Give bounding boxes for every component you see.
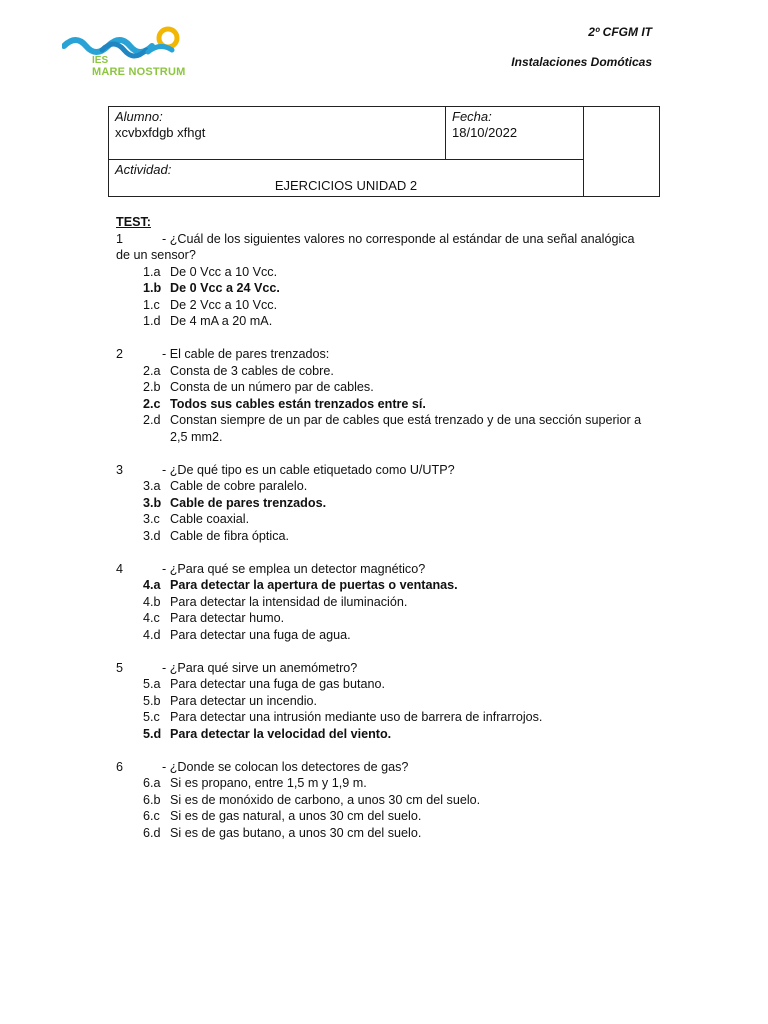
answer-option xyxy=(116,528,656,545)
option-id: 3.c xyxy=(143,512,160,526)
option-id: 3.d xyxy=(143,528,161,543)
answer-option xyxy=(116,313,656,330)
question-4 xyxy=(116,561,656,644)
question-text: - ¿De qué tipo es un cable etiquetado como U/UTP? xyxy=(162,462,455,477)
actividad-cell xyxy=(109,160,584,197)
option-id: 4.d xyxy=(143,627,161,642)
option-text: Constan siempre de un par de cables que está trenzado y de una sección superior a xyxy=(170,413,642,427)
course-label: 2º CFGM IT xyxy=(588,25,652,39)
question-number: 2 xyxy=(116,347,124,361)
option-text: De 4 mA a 20 mA. xyxy=(170,314,273,328)
question-3 xyxy=(116,462,656,545)
answer-option xyxy=(116,478,656,495)
answer-option xyxy=(116,264,656,281)
option-text: Cable de pares trenzados. xyxy=(170,495,327,510)
option-id: 3.b xyxy=(143,495,162,510)
test-title: TEST: xyxy=(116,215,151,229)
option-id: 1.c xyxy=(143,297,160,312)
answer-option xyxy=(116,363,656,380)
option-text: Si es propano, entre 1,5 m y 1,9 m. xyxy=(170,776,367,790)
option-id: 6.a xyxy=(143,776,161,790)
option-text: De 0 Vcc a 10 Vcc. xyxy=(170,264,278,279)
subject-label: Instalaciones Domóticas xyxy=(511,55,652,69)
question-text: - El cable de pares trenzados: xyxy=(162,347,330,361)
question-text: - ¿Para qué sirve un anemómetro? xyxy=(162,660,358,675)
question-line xyxy=(116,759,656,776)
option-id: 5.c xyxy=(143,710,160,724)
question-line xyxy=(116,561,656,578)
fecha-value: 18/10/2022 xyxy=(452,125,518,140)
answer-option xyxy=(116,792,656,809)
answer-option xyxy=(116,627,656,644)
student-info-table xyxy=(108,106,660,197)
answer-option xyxy=(116,594,656,611)
option-id: 6.b xyxy=(143,792,161,807)
option-text: Consta de 3 cables de cobre. xyxy=(170,363,334,378)
spacer xyxy=(116,643,656,660)
option-text: Consta de un número par de cables. xyxy=(170,380,374,394)
option-id: 5.a xyxy=(143,677,161,691)
answer-option xyxy=(116,396,656,413)
answer-option xyxy=(116,775,656,792)
option-text-continued: 2,5 mm2. xyxy=(170,429,223,444)
option-text: Todos sus cables están trenzados entre sí. xyxy=(170,396,426,411)
question-2 xyxy=(116,346,656,445)
option-text: Para detectar una fuga de agua. xyxy=(170,627,351,642)
answer-option xyxy=(116,280,656,297)
question-number: 5 xyxy=(116,660,124,675)
option-id: 1.d xyxy=(143,314,161,328)
question-1 xyxy=(116,231,656,330)
option-id: 2.a xyxy=(143,363,161,378)
option-text: Si es de gas natural, a unos 30 cm del suelo. xyxy=(170,809,422,823)
answer-option xyxy=(116,709,656,726)
answer-option xyxy=(116,412,656,445)
option-text: De 0 Vcc a 24 Vcc. xyxy=(170,281,280,295)
answer-option xyxy=(116,676,656,693)
option-text: Para detectar la intensidad de iluminación. xyxy=(170,594,408,609)
spacer xyxy=(116,445,656,462)
question-number: 1 xyxy=(116,231,124,246)
answer-option xyxy=(116,808,656,825)
option-text: Para detectar una intrusión mediante uso de barrera de infrarrojos. xyxy=(170,710,543,724)
option-text: Para detectar un incendio. xyxy=(170,693,318,708)
option-id: 4.b xyxy=(143,594,161,609)
logo-ies-text: IES xyxy=(92,55,109,66)
answer-option xyxy=(116,297,656,314)
question-line xyxy=(116,346,656,363)
answer-option xyxy=(116,726,656,743)
actividad-value: EJERCICIOS UNIDAD 2 xyxy=(274,178,418,193)
option-text: Si es de monóxido de carbono, a unos 30 cm del suelo. xyxy=(170,792,481,807)
question-text-continued: de un sensor? xyxy=(116,248,196,262)
option-text: Cable coaxial. xyxy=(170,512,250,526)
answer-option xyxy=(116,379,656,396)
option-text: Para detectar la apertura de puertas o ventanas. xyxy=(170,578,458,592)
option-id: 4.a xyxy=(143,578,161,592)
logo-text: MARE NOSTRUM xyxy=(92,66,186,78)
option-id: 2.d xyxy=(143,413,161,427)
answer-option xyxy=(116,825,656,842)
grade-cell xyxy=(584,107,660,197)
question-line xyxy=(116,462,656,479)
option-id: 6.c xyxy=(143,809,160,823)
option-id: 3.a xyxy=(143,479,161,493)
option-id: 5.b xyxy=(143,693,161,708)
question-number: 3 xyxy=(116,462,124,477)
option-text: Para detectar humo. xyxy=(170,611,285,625)
question-text: - ¿Para qué se emplea un detector magnético? xyxy=(162,561,426,576)
answer-option xyxy=(116,610,656,627)
question-line xyxy=(116,660,656,677)
answer-option xyxy=(116,511,656,528)
answer-option xyxy=(116,577,656,594)
option-id: 2.b xyxy=(143,380,161,394)
question-5 xyxy=(116,660,656,743)
answer-option xyxy=(116,693,656,710)
question-list xyxy=(116,231,656,842)
spacer xyxy=(116,330,656,347)
question-text: - ¿Donde se colocan los detectores de gas? xyxy=(162,759,409,774)
answer-option xyxy=(116,495,656,512)
option-text: Si es de gas butano, a unos 30 cm del suelo. xyxy=(170,825,422,840)
question-6 xyxy=(116,759,656,842)
fecha-label: Fecha: xyxy=(452,109,492,124)
question-number: 6 xyxy=(116,759,124,774)
option-text: Para detectar la velocidad del viento. xyxy=(170,726,392,741)
test-content xyxy=(116,214,656,841)
option-id: 1.a xyxy=(143,264,161,279)
option-text: Cable de cobre paralelo. xyxy=(170,479,308,493)
option-id: 6.d xyxy=(143,825,161,840)
actividad-label: Actividad: xyxy=(115,162,172,177)
option-id: 5.d xyxy=(143,726,162,741)
school-logo xyxy=(62,24,188,80)
option-id: 1.b xyxy=(143,281,162,295)
question-text: - ¿Cuál de los siguientes valores no corresponde al estándar de una señal analógica xyxy=(162,231,635,246)
option-text: De 2 Vcc a 10 Vcc. xyxy=(170,297,278,312)
alumno-label: Alumno: xyxy=(115,109,163,124)
spacer xyxy=(116,742,656,759)
alumno-value: xcvbxfdgb xfhgt xyxy=(115,125,206,140)
question-number: 4 xyxy=(116,561,124,576)
fecha-cell xyxy=(446,107,584,160)
option-text: Para detectar una fuga de gas butano. xyxy=(170,677,385,691)
alumno-cell xyxy=(109,107,446,160)
question-line xyxy=(116,231,656,248)
option-id: 2.c xyxy=(143,396,161,411)
option-text: Cable de fibra óptica. xyxy=(170,528,290,543)
option-id: 4.c xyxy=(143,611,160,625)
spacer xyxy=(116,544,656,561)
